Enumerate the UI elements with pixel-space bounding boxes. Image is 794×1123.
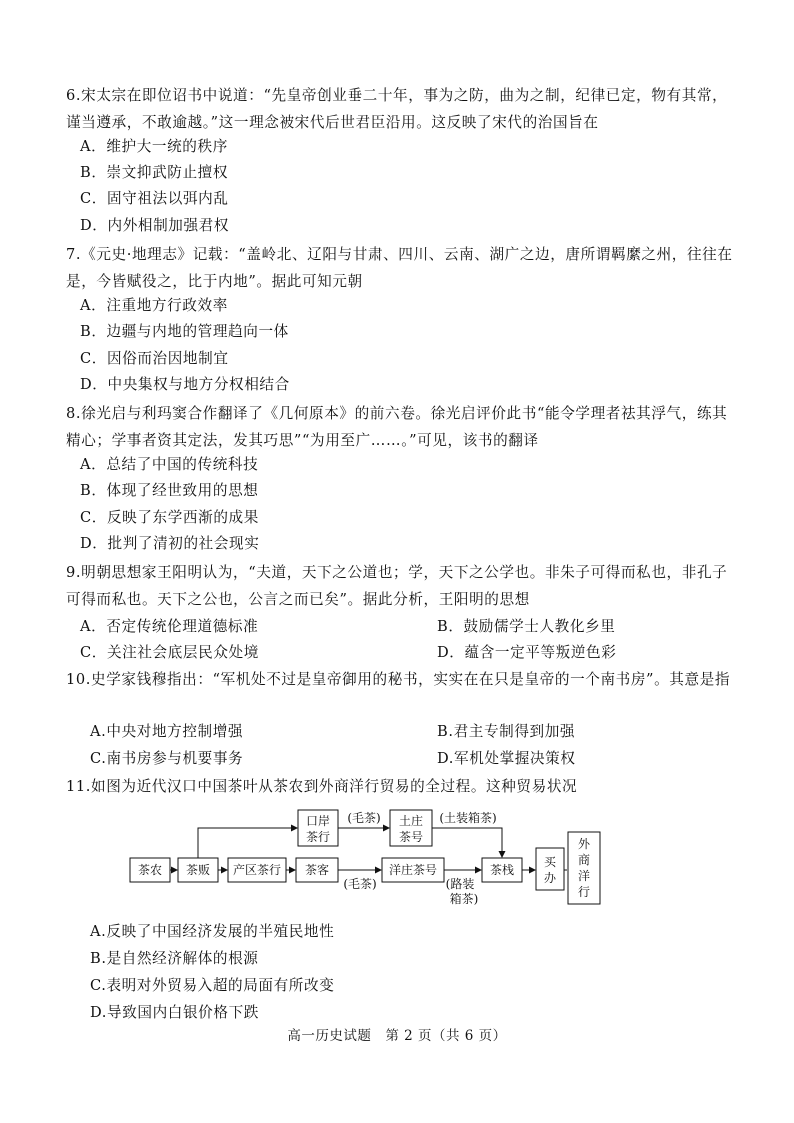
question-9-option-b: B．鼓励儒学士人教化乡里: [437, 618, 616, 635]
question-10-option-b: B.君主专制得到加强: [437, 723, 576, 740]
question-8-option-c: C．反映了东学西渐的成果: [80, 509, 259, 526]
question-10-option-c: C.南书房参与机要事务: [90, 750, 244, 767]
edge-label-maocha-bottom: (毛茶): [343, 877, 377, 891]
tea-trade-flow-diagram: [126, 800, 606, 910]
node-label-maiban-line2: 办: [543, 871, 557, 885]
question-11-option-d: D.导致国内白银价格下跌: [90, 1004, 259, 1021]
node-label-chafan: 茶贩: [185, 863, 211, 877]
node-label-waishang-line2: 商: [577, 853, 591, 867]
node-label-chake: 茶客: [304, 863, 330, 877]
node-label-waishang-line4: 行: [577, 885, 591, 899]
node-label-kouan-line1: 口岸: [305, 814, 331, 828]
page-footer: 高一历史试题 第 2 页（共 6 页）: [287, 1028, 507, 1044]
question-9-option-c: C．关注社会底层民众处境: [80, 644, 259, 661]
node-label-waishang-line3: 洋: [577, 869, 591, 883]
question-9-option-a: A．否定传统伦理道德标准: [80, 618, 259, 635]
question-7-option-b: B．边疆与内地的管理趋向一体: [80, 323, 289, 340]
node-label-waishang-line1: 外: [577, 837, 591, 851]
node-label-chanqu: 产区茶行: [232, 863, 282, 877]
question-9-stem: 9.明朝思想家王阳明认为，“夫道，天下之公道也；学，天下之公学也。非朱子可得而私也，非孔子可得而私也。天下之公也，公言之而已矣”。据此分析，王阳明的思想: [66, 564, 728, 608]
node-label-kouan-line2: 茶行: [305, 830, 331, 844]
question-10-option-a: A.中央对地方控制增强: [90, 723, 244, 740]
question-6-stem: 6.宋太宗在即位诏书中说道：“先皇帝创业垂二十年，事为之防，曲为之制，纪律已定，物有其常，谨当遵承，不敢逾越。”这一理念被宋代后世君臣沿用。这反映了宋代的治国旨在: [66, 87, 728, 131]
node-label-maiban-line1: 买: [543, 855, 557, 869]
node-label-chanong: 茶农: [137, 863, 163, 877]
edge-label-luzhuang-line1: (路装: [445, 877, 475, 891]
question-11-option-a: A.反映了中国经济发展的半殖民地性: [90, 923, 335, 940]
question-10-option-d: D.军机处掌握决策权: [437, 750, 576, 767]
question-7-stem: 7.《元史·地理志》记载：“盖岭北、辽阳与甘肃、四川、云南、湖广之边，唐所谓羁縻之州，往往在是，今皆赋役之，比于内地”。据此可知元朝: [66, 246, 733, 290]
question-8-stem: 8.徐光启与利玛窦合作翻译了《几何原本》的前六卷。徐光启评价此书“能令学理者祛其浮气，练其精心；学事者资其定法，发其巧思”“为用至广……。”可见，该书的翻译: [66, 405, 728, 449]
question-6-option-a: A．维护大一统的秩序: [80, 138, 228, 155]
node-label-chazhan: 茶栈: [489, 863, 515, 877]
edge-label-luzhuang-line2: 箱茶): [449, 892, 479, 906]
question-11-option-b: B.是自然经济解体的根源: [90, 950, 259, 967]
question-6-option-b: B．崇文抑武防止擅权: [80, 164, 229, 181]
question-8-option-b: B．体现了经世致用的思想: [80, 482, 259, 499]
question-10-stem: 10.史学家钱穆指出：“军机处不过是皇帝御用的秘书，实实在在只是皇帝的一个南书房”。其意是指: [66, 671, 731, 688]
edge-label-maocha-top: (毛茶): [347, 811, 381, 825]
edge-label-tuzhuang-xiang: (土装箱茶): [439, 811, 497, 825]
node-label-tuzhuang-line1: 土庄: [398, 814, 424, 828]
question-6-option-d: D．内外相制加强君权: [80, 217, 230, 234]
question-9-option-d: D．蕴含一定平等叛逆色彩: [437, 644, 617, 661]
node-label-yangzhuang: 洋庄茶号: [388, 863, 438, 877]
question-11-option-c: C.表明对外贸易入超的局面有所改变: [90, 977, 335, 994]
question-7-option-a: A．注重地方行政效率: [80, 297, 228, 314]
question-8-option-d: D．批判了清初的社会现实: [80, 535, 260, 552]
arrow-tuzhuang-chazhan: [432, 828, 502, 857]
question-7-option-d: D．中央集权与地方分权相结合: [80, 376, 290, 393]
question-11-stem: 11.如图为近代汉口中国茶叶从茶农到外商洋行贸易的全过程。这种贸易状况: [66, 778, 578, 795]
question-8-option-a: A．总结了中国的传统科技: [80, 456, 259, 473]
question-6-option-c: C．固守祖法以弭内乱: [80, 190, 229, 207]
question-7-option-c: C．因俗而治因地制宜: [80, 350, 229, 367]
node-label-tuzhuang-line2: 茶号: [398, 830, 424, 844]
arrow-chafan-kouan: [198, 828, 297, 858]
